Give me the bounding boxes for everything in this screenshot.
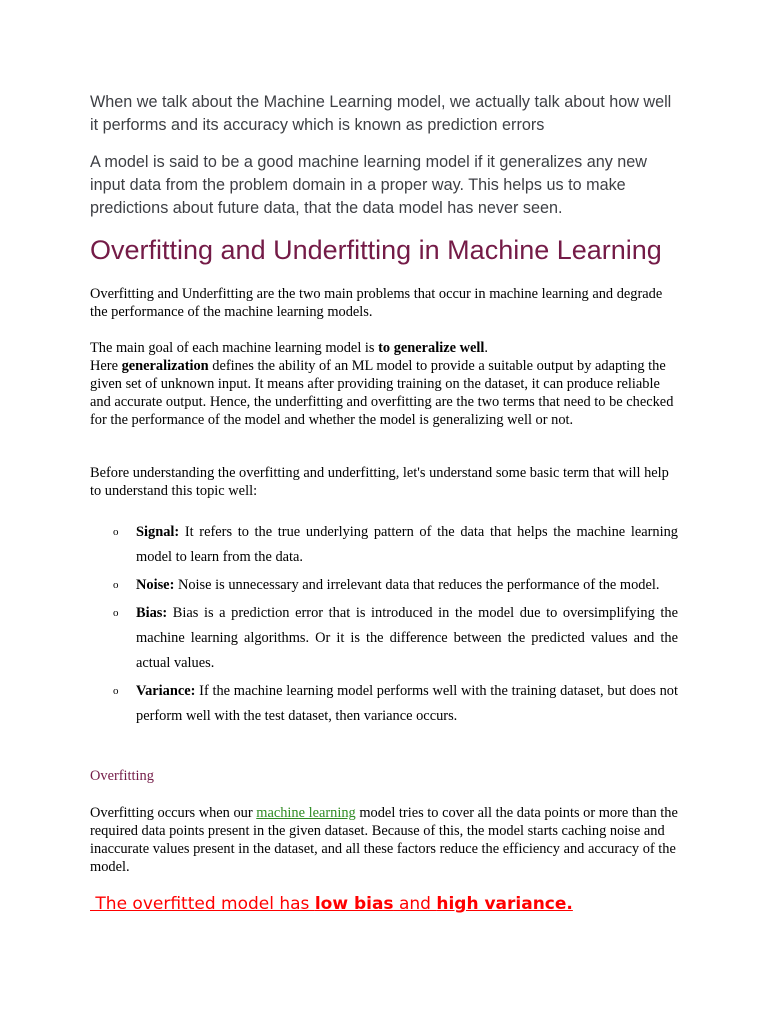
- term-label: Bias:: [136, 605, 168, 621]
- goal-bold: to generalize well: [378, 340, 485, 356]
- bullet-icon: o: [113, 685, 119, 697]
- overfitted-model-highlight: [90, 892, 573, 916]
- bullet-icon: o: [113, 579, 119, 591]
- term-text: If the machine learning model performs well with the training dataset, but does not perform well with the test dataset, then variance occurs.: [136, 683, 678, 724]
- here-text: Here: [90, 358, 122, 374]
- term-label: Noise:: [136, 577, 175, 593]
- term-label: Variance:: [136, 683, 196, 699]
- term-text: It refers to the true underlying pattern of the data that helps the machine learning model to learn from the data.: [136, 524, 678, 565]
- term-text: Bias is a prediction error that is introduced in the model due to oversimplifying the machine learning algorithms. Or it is the difference between the predicted values and the actual values.: [136, 605, 678, 671]
- overfitting-text-rest: model tries to cover all the data points or more than the required data points present in the given dataset. Because of this, the model starts caching noise and inaccurate values present in the dataset, and all these factors reduce the efficiency and accuracy of the model.: [90, 805, 678, 875]
- generalization-bold: generalization: [121, 358, 209, 374]
- list-item: [90, 520, 678, 570]
- overfitting-subheading: Overfitting: [90, 768, 154, 784]
- overfitting-text-start: Overfitting occurs when our: [90, 805, 257, 821]
- generalization-paragraph: [90, 339, 680, 429]
- generalization-rest: defines the ability of an ML model to provide a suitable output by adapting the given set of unknown input. It means after providing training on the dataset, it can produce reliable and accurate output. Hence, the underfitting and overfitting are the two terms that need to be checked for the performance of the model and whether the model is generalizing well or not.: [90, 358, 674, 428]
- high-variance-bold: high variance.: [436, 894, 573, 914]
- goal-period: .: [484, 340, 489, 356]
- highlight-lead: The overfitted model has: [90, 894, 315, 914]
- terms-intro-paragraph: Before understanding the overfitting and underfitting, let's understand some basic term that will help to understand this topic well:: [90, 465, 669, 499]
- bullet-icon: o: [113, 607, 119, 619]
- highlight-mid: and: [393, 894, 437, 914]
- problems-paragraph: Overfitting and Underfitting are the two main problems that occur in machine learning and degrade the performance of the machine learning models.: [90, 286, 663, 320]
- overfitting-paragraph: [90, 804, 680, 876]
- intro-paragraph-2: A model is said to be a good machine learning model if it generalizes any new input data from the problem domain in a proper way. This helps us to make predictions about future data, that the data model has never seen.: [90, 153, 647, 217]
- terms-list: [90, 520, 678, 732]
- term-text: Noise is unnecessary and irrelevant data that reduces the performance of the model.: [174, 577, 660, 593]
- list-item: [90, 679, 678, 729]
- list-item: [90, 573, 678, 598]
- term-label: Signal:: [136, 524, 180, 540]
- page-title: Overfitting and Underfitting in Machine Learning: [90, 235, 662, 265]
- intro-paragraph-1: When we talk about the Machine Learning model, we actually talk about how well it performs and its accuracy which is known as prediction errors: [90, 93, 672, 134]
- goal-text: The main goal of each machine learning model is: [90, 340, 379, 356]
- bullet-icon: o: [113, 526, 119, 538]
- low-bias-bold: low bias: [314, 894, 394, 914]
- list-item: [90, 601, 678, 676]
- machine-learning-link[interactable]: machine learning: [256, 805, 356, 821]
